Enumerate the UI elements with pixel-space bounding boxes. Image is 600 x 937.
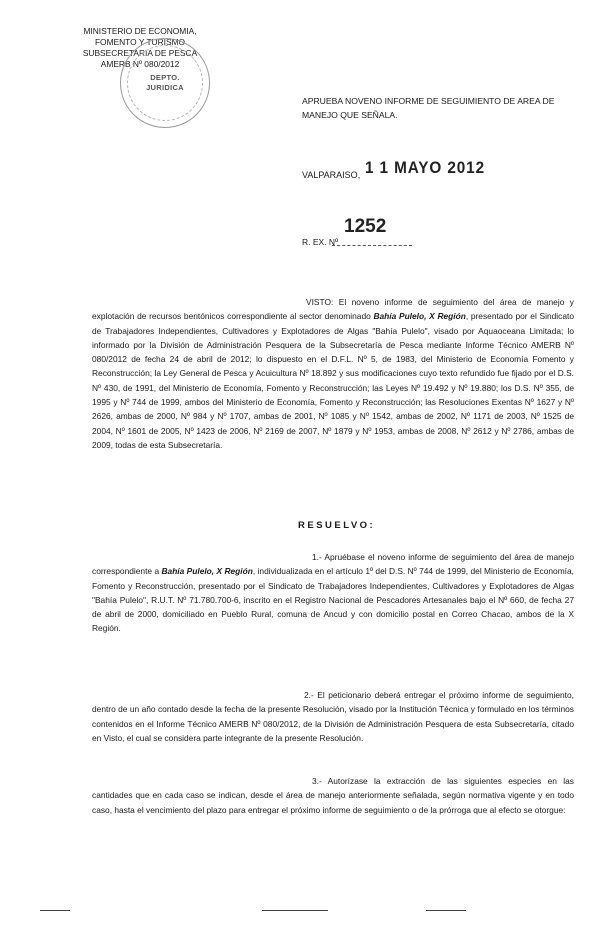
header-line: MINISTERIO DE ECONOMIA,: [83, 26, 197, 36]
seal-line: DEPTO.: [150, 73, 180, 82]
stamped-date: 1 1 MAYO 2012: [365, 158, 486, 177]
visto-paragraph: [92, 295, 574, 452]
seal-line: JURIDICA: [146, 83, 184, 92]
rex-number-line: [332, 245, 412, 246]
rex-number: 1252: [344, 216, 387, 237]
visto-rest: , presentado por el Sindicato de Trabajadores Independientes, Cultivadores y Explotadores de Algas "Bahía Pulelo", visado por Aquaoceana Limitada; lo informado por la División de Administración Pesquera de la Subsecretaría de Pesca mediante Informe Técnico AMERB Nº 080/2012 de fecha 24 de abril de 2012; lo dispuesto en el D.F.L. Nº 5, de 1983, del Ministerio de Economía Fomento y Reconstrucción; la Ley General de Pesca y Acuicultura Nº 18.892 y sus modificaciones cuyo texto refundido fue fijado por el D.S. Nº 430, de 1991, del Ministerio de Economía, Fomento y Reconstrucción; las Leyes Nº 19.492 y Nº 19.880; los D.S. Nº 355, de 1995 y Nº 744 de 1999, ambos del Ministerio de Economía, Fomento y Reconstrucción; las Resoluciones Exentas Nº 1627 y Nº 2626, ambas de 2000, Nº 984 y Nº 1707, ambas de 2001, Nº 1085 y Nº 1542, ambas de 2002, Nº 1171 de 2003, Nº 1525 de 2004, Nº 1601 de 2005, Nº 1423 de 2006, Nº 2169 de 2007, Nº 1879 y Nº 1953, ambas de 2008, Nº 2612 y Nº 2786, ambas de 2009, todas de esta Subsecretaría.: [92, 311, 574, 450]
visto-text: El noveno informe de seguimiento del área de manejo y explotación de recursos bentónicos correspondiente al sector denominado: [92, 297, 574, 322]
juridical-seal: [120, 38, 210, 128]
header-line: SUBSECRETARIA DE PESCA: [82, 48, 198, 58]
article-1-rest: , individualizada en el artículo 1º del D.S. Nº 744 de 1999, del Ministerio de Economía, Fomento y Reconstrucción, presentado por el Sindicato de Trabajadores Independientes, Cultivadores y Explotadores de Algas "Bahía Pulelo", R.U.T. Nº 71.780.700-6, inscrito en el Registro Nacional de Pescadores Artesanales bajo el Nº 660, de fecha 27 de abril de 2000, domiciliado en Pueblo Rural, comuna de Ancud y con domicilio postal en Correo Chacao, ambos de la X Región.: [92, 566, 574, 634]
article-3: 3.- Autorízase la extracción de las siguientes especies en las cantidades que en cada caso se indican, desde el área de manejo anteriormente señalada, según normativa vigente y en todo caso, hasta el vencimiento del plazo para entregar el próximo informe de seguimiento o de la prórroga que al efecto se otorgue:: [92, 776, 574, 815]
place-label: VALPARAISO,: [302, 170, 361, 180]
article-1-sector: Bahía Pulelo, X Región: [161, 566, 253, 577]
header-line: AMERB Nº 080/2012: [100, 59, 180, 69]
article-1: [92, 550, 574, 636]
visto-lead: VISTO:: [306, 297, 334, 307]
footer-rule: [426, 910, 466, 911]
footer-rule: [40, 910, 70, 911]
article-2: 2.- El peticionario deberá entregar el próximo informe de seguimiento, dentro de un año contado desde la fecha de la presente Resolución, visado por la Institución Técnica y formulado en los términos contenidos en el Informe Técnico AMERB Nº 080/2012, de la División de Administración Pesquera de esta Subsecretaría, citado en Visto, el cual se considera parte integrante de la presente Resolución.: [92, 690, 574, 743]
footer-rule: [262, 910, 328, 911]
article-1-text: 1.- Apruébase el noveno informe de seguimiento del área de manejo correspondiente a: [92, 552, 574, 577]
rex-label: R. EX. Nº: [302, 237, 339, 247]
visto-sector: Bahía Pulelo, X Región: [373, 311, 466, 322]
resolution-subject: APRUEBA NOVENO INFORME DE SEGUIMIENTO DE AREA DE MANEJO QUE SEÑALA.: [302, 96, 555, 120]
header-line: FOMENTO Y TURISMO: [94, 37, 186, 47]
resuelvo-heading: RESUELVO:: [298, 520, 376, 531]
